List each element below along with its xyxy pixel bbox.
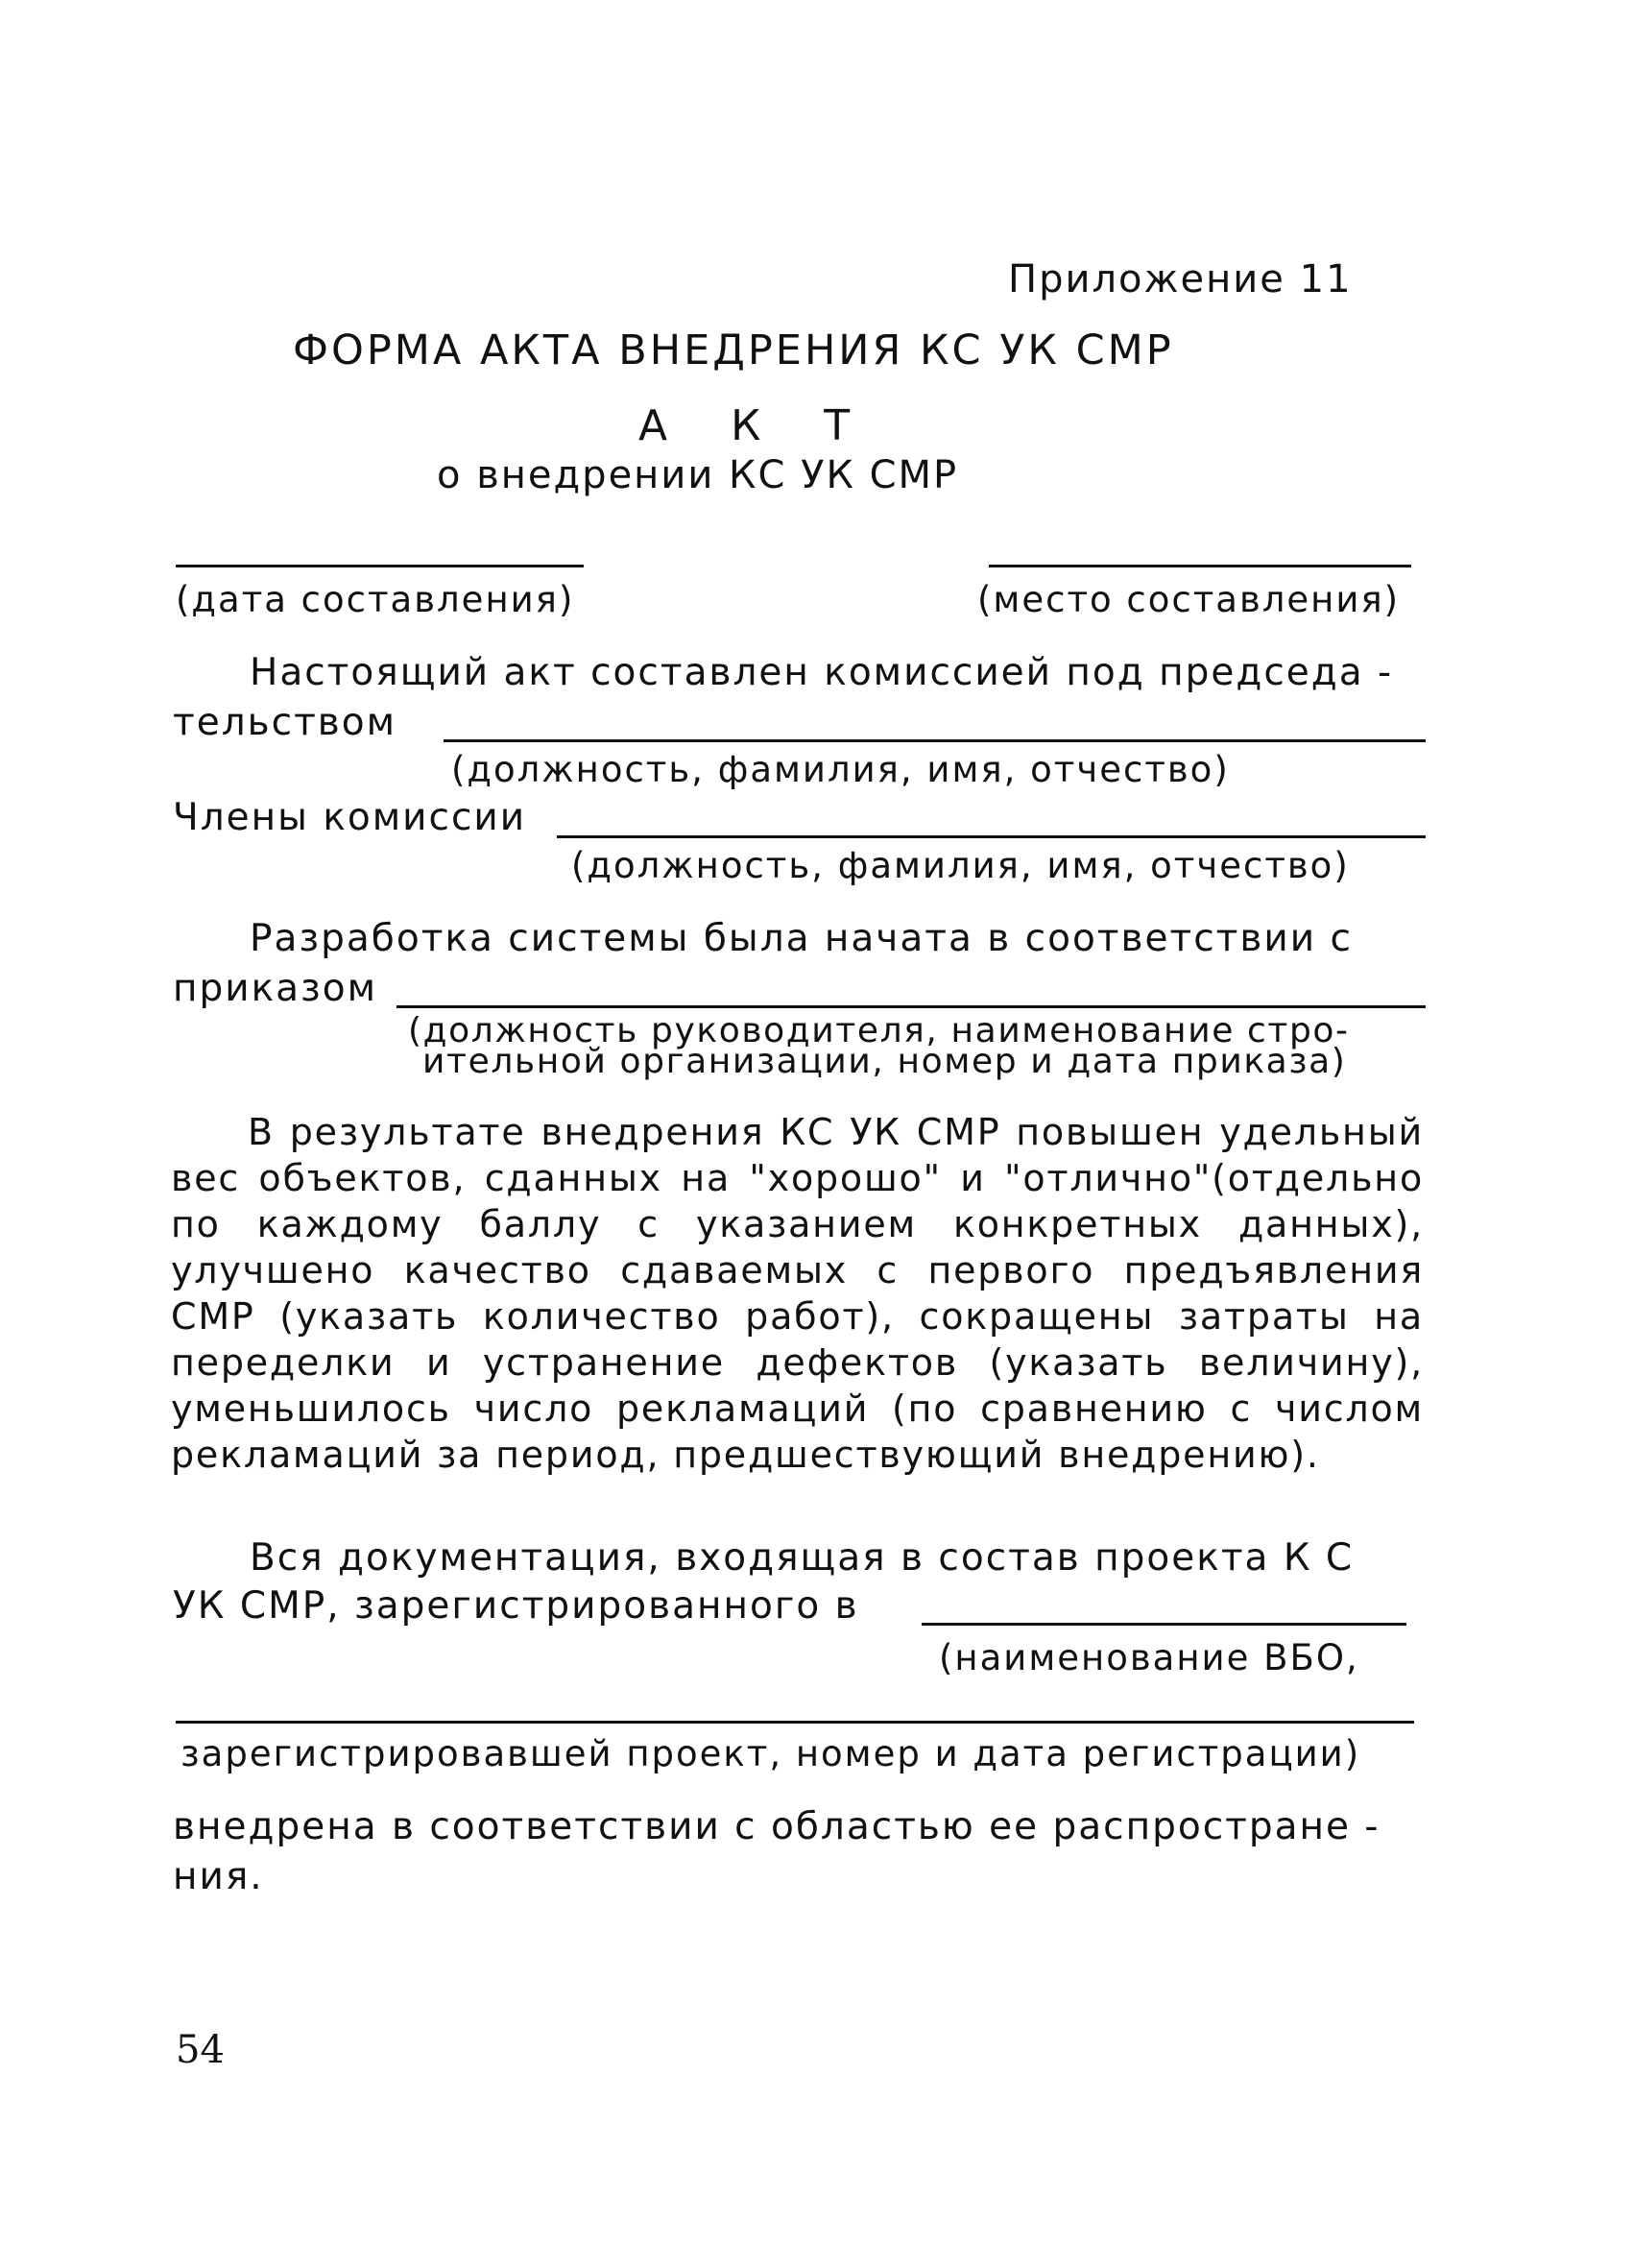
commission-intro-line2: тельством (173, 701, 397, 744)
registry-field-line[interactable] (922, 1623, 1406, 1626)
registration-field-line[interactable] (176, 1721, 1414, 1724)
registration-caption: зарегистрировавшей проект, номер и дата регистрации) (180, 1733, 1361, 1774)
chair-caption: (должность, фамилия, имя, отчество) (451, 749, 1230, 790)
members-label: Члены комиссии (173, 796, 527, 839)
order-field-line[interactable] (396, 1005, 1426, 1008)
vbo-caption: (наименование ВБО, (939, 1637, 1359, 1678)
members-field-line[interactable] (557, 835, 1426, 838)
order-caption-line1: (должность руководителя, наименование стро- (408, 1011, 1350, 1050)
results-paragraph: В результате внедрения КС УК СМР повышен удельный вес объектов, сданных на "хорошо" и "отлично"(отдельно по каждому баллу с указанием конкретных данных), улучшено качество сдаваемых с первого предъявления СМР (указать количество работ), сокращены затраты на переделки и устранение дефектов (указать величину), уменьшилось число рекламаций (по сравнению с числом рекламаций за период, предшествующий внедрению). (171, 1111, 1424, 1476)
development-line1: Разработка системы была начата в соответствии с (250, 917, 1353, 960)
form-title: ФОРМА АКТА ВНЕДРЕНИЯ КС УК СМР (293, 326, 1174, 374)
documentation-line1: Вся документация, входящая в состав проекта К С (250, 1536, 1355, 1580)
appendix-label: Приложение 11 (1008, 257, 1353, 302)
date-caption: (дата составления) (176, 579, 575, 620)
act-heading: А К Т (638, 401, 876, 450)
date-field-line[interactable] (176, 565, 584, 567)
documentation-line2: УК СМР, зарегистрированного в (173, 1584, 859, 1628)
page-number: 54 (176, 2028, 225, 2072)
place-caption: (место составления) (977, 579, 1401, 620)
act-subheading: о внедрении КС УК СМР (437, 453, 959, 497)
development-line2: приказом (173, 967, 378, 1010)
place-field-line[interactable] (989, 565, 1411, 567)
closing-line2: ния. (173, 1855, 264, 1898)
order-caption-line2: ительной организации, номер и дата приказа) (422, 1042, 1347, 1081)
chair-field-line[interactable] (444, 739, 1426, 742)
members-caption: (должность, фамилия, имя, отчество) (571, 845, 1350, 886)
closing-line1: внедрена в соответствии с областью ее распростране - (173, 1805, 1381, 1848)
commission-intro-line1: Настоящий акт составлен комиссией под председа - (250, 651, 1394, 694)
